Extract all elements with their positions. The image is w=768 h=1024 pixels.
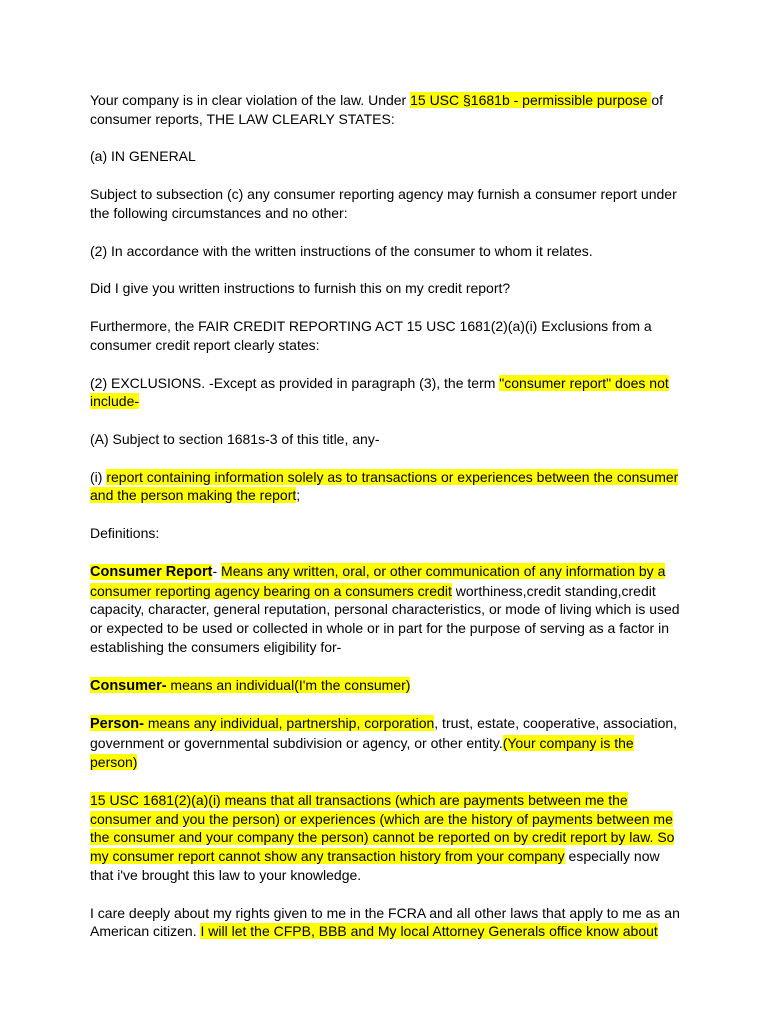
exclusions-text: (2) EXCLUSIONS. -Except as provided in paragraph (3), the term (90, 374, 500, 391)
highlight-consumer-report-definition: Means any written, oral, or other communication of any information by a consumer reporting agency bearing on a consumers credit (90, 562, 666, 599)
paragraph-meaning (90, 791, 682, 885)
paragraph-closing (90, 904, 682, 942)
definition-consumer-report (90, 562, 682, 657)
paragraph-definitions-heading: Definitions: (90, 525, 160, 542)
highlight-statute: 15 USC §1681b - permissible purpose (410, 92, 652, 108)
paragraph-intro (90, 91, 682, 129)
person-definition-text: , trust, estate, cooperative, association, government or governmental subdivision or agency, or other entity. (90, 715, 678, 752)
highlight-consumer-report-term: "consumer report" does not include- (90, 374, 669, 410)
paragraph-subsection: Subject to subsection (c) any consumer reporting agency may furnish a consumer report under the following circumstances and no other: (90, 186, 677, 221)
paragraph-written-instructions: (2) In accordance with the written instructions of the consumer to whom it relates. (90, 242, 593, 259)
meaning-text-end: especially now that i've brought this law to your knowledge. (90, 848, 660, 883)
term-consumer: Consumer- (90, 677, 167, 694)
term-person: Person- (90, 716, 144, 733)
item-end: ; (296, 487, 301, 504)
intro-text-end: of consumer reports, THE LAW CLEARLY STATES: (90, 92, 664, 127)
paragraph-subject-to: (A) Subject to section 1681s-3 of this title, any- (90, 431, 380, 447)
highlight-company-is-person: (Your company is the person) (90, 735, 634, 771)
intro-text: Your company is in clear violation of the law. Under (90, 92, 411, 108)
highlight-report-containing: report containing information solely as to transactions or experiences between the consumer and the person making the report (90, 468, 679, 504)
definition-person (90, 714, 682, 771)
paragraph-fcra: Furthermore, the FAIR CREDIT REPORTING ACT 15 USC 1681(2)(a)(i) Exclusions from a consumer credit report clearly states: (90, 318, 652, 353)
highlight-meaning: 15 USC 1681(2)(a)(i) means that all transactions (which are payments between me the consumer and you the person) or experiences (which are the history of payments between me the consumer and your company the person) cannot be reported on by credit report by law. So my consumer report cannot show any transaction history from your company (90, 791, 675, 865)
paragraph-question: Did I give you written instructions to furnish this on my credit report? (90, 280, 511, 297)
definition-text: worthiness,credit standing,credit capacity, character, general reputation, personal characteristics, or mode of living which is used or expected to be used or collected in whole or in part for the purpose of serving as a factor in establishing the consumers eligibility for- (90, 582, 680, 656)
paragraph-exclusions (90, 374, 682, 412)
consumer-definition: means an individual(I'm the consumer) (166, 676, 411, 693)
person-definition-highlight: means any individual, partnership, corporation (144, 715, 435, 732)
paragraph-report-containing (90, 468, 682, 506)
paragraph-in-general: (a) IN GENERAL (90, 148, 196, 165)
document-body (90, 91, 682, 960)
term-consumer-report: Consumer Report (90, 563, 213, 580)
closing-text: I care deeply about my rights given to me in the FCRA and all other laws that apply to me as an American citizen. (90, 904, 680, 940)
highlight-closing: I will let the CFPB, BBB and My local Attorney Generals office know about (200, 923, 658, 940)
definition-dash: - (212, 562, 222, 579)
item-marker: (i) (90, 468, 107, 485)
definition-consumer (90, 676, 682, 696)
